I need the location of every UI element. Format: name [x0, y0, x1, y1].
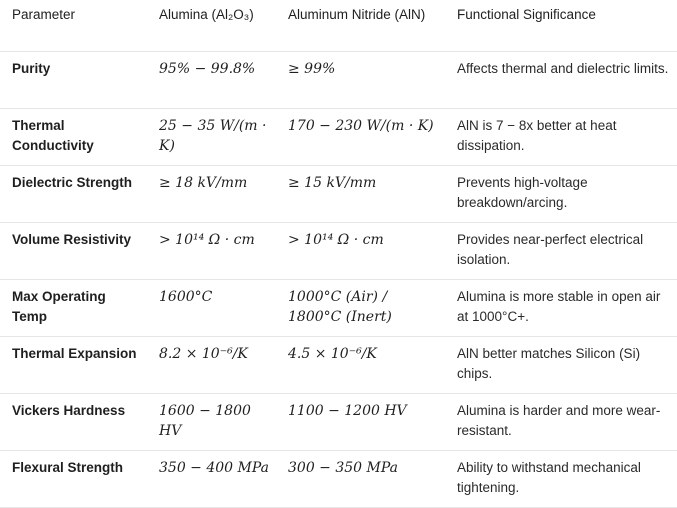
alumina-value: 8.2 × 10⁻⁶/K	[147, 337, 276, 394]
param-cell: Dielectric Strength	[0, 166, 147, 223]
param-cell: Thermal Expansion	[0, 337, 147, 394]
header-row	[0, 0, 677, 52]
param-cell: Flexural Strength	[0, 451, 147, 508]
param-cell: Thermal Conductivity	[0, 109, 147, 166]
table-row	[0, 394, 677, 451]
aln-value: 1100 − 1200 HV	[276, 394, 445, 451]
alumina-value: 350 − 400 MPa	[147, 451, 276, 508]
alumina-value: 95% − 99.8%	[147, 52, 276, 109]
aln-value: 4.5 × 10⁻⁶/K	[276, 337, 445, 394]
alumina-value: 1600°C	[147, 280, 276, 337]
significance-cell: Provides near-perfect electrical isolation.	[445, 223, 677, 280]
table-row	[0, 451, 677, 508]
alumina-value: ≥ 18 kV/mm	[147, 166, 276, 223]
param-cell: Volume Resistivity	[0, 223, 147, 280]
header-alumina: Alumina (Al₂O₃)	[147, 0, 276, 52]
significance-cell: Alumina is more stable in open air at 1000°C+.	[445, 280, 677, 337]
table-row	[0, 52, 677, 109]
significance-cell: Affects thermal and dielectric limits.	[445, 52, 677, 109]
aln-value: 300 − 350 MPa	[276, 451, 445, 508]
header-aln: Aluminum Nitride (AlN)	[276, 0, 445, 52]
header-parameter: Parameter	[0, 0, 147, 52]
aln-value: > 10¹⁴ Ω · cm	[276, 223, 445, 280]
param-cell: Purity	[0, 52, 147, 109]
aln-value: 1000°C (Air) / 1800°C (Inert)	[276, 280, 445, 337]
table-row	[0, 337, 677, 394]
significance-cell: AlN is 7 − 8x better at heat dissipation.	[445, 109, 677, 166]
significance-cell: AlN better matches Silicon (Si) chips.	[445, 337, 677, 394]
table-row	[0, 223, 677, 280]
aln-value: 170 − 230 W/(m · K)	[276, 109, 445, 166]
header-significance: Functional Significance	[445, 0, 677, 52]
param-cell: Vickers Hardness	[0, 394, 147, 451]
significance-cell: Alumina is harder and more wear-resistant.	[445, 394, 677, 451]
alumina-value: 25 − 35 W/(m · K)	[147, 109, 276, 166]
table-row	[0, 166, 677, 223]
table-row	[0, 109, 677, 166]
table-row	[0, 280, 677, 337]
significance-cell: Prevents high-voltage breakdown/arcing.	[445, 166, 677, 223]
significance-cell: Ability to withstand mechanical tightening.	[445, 451, 677, 508]
alumina-value: 1600 − 1800 HV	[147, 394, 276, 451]
aln-value: ≥ 15 kV/mm	[276, 166, 445, 223]
alumina-value: > 10¹⁴ Ω · cm	[147, 223, 276, 280]
aln-value: ≥ 99%	[276, 52, 445, 109]
param-cell: Max Operating Temp	[0, 280, 147, 337]
